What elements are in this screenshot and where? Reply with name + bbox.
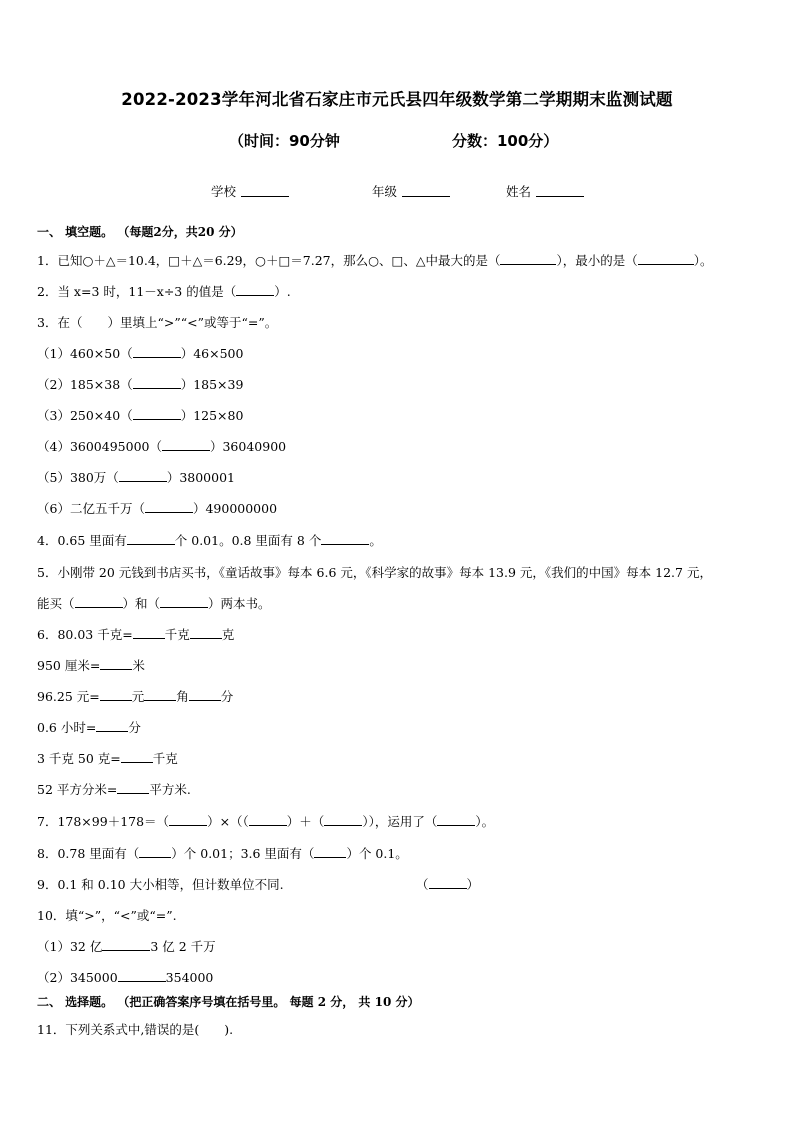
q2-blank (236, 283, 274, 296)
q7-blank-4 (437, 813, 475, 826)
question-10-item-1 (37, 937, 216, 955)
q1-text-a: 1．已知○＋△＝10.4，□＋△＝6.29，○＋□＝7.27，那么○、□、△中最大的是（ (37, 253, 501, 268)
q6-1-b: 千克 (164, 627, 190, 642)
q4-text-b: 个 0.01。0.8 里面有 8 个 (174, 533, 322, 548)
q6-2-b: 米 (132, 658, 145, 673)
section-2-title: 二、 选择题。 (37, 995, 114, 1009)
question-1 (37, 251, 712, 269)
q6-5-a: 3 千克 50 克= (37, 751, 121, 766)
q6-3-b: 元 (131, 689, 145, 704)
q9-blank (429, 876, 467, 889)
q2-text-b: ）. (274, 284, 291, 299)
q6-3-d: 分 (220, 689, 234, 704)
q6-2-blank (100, 657, 132, 670)
school-blank (241, 196, 289, 197)
q4-text-c: 。 (369, 533, 382, 548)
q8-text-b: ）个 0.01；3.6 里面有（ (171, 846, 315, 861)
q5-text-c: ）两本书。 (208, 596, 271, 611)
q5-blank-1 (75, 595, 123, 608)
question-3-item-3 (37, 406, 243, 424)
question-6-line-1 (37, 625, 234, 643)
q3-2-blank (133, 376, 181, 389)
q3-1-left: （1）460×50（ (37, 346, 133, 361)
name-blank (536, 196, 584, 197)
question-10-stem: 10．填“>”，“<”或“=”. (37, 908, 177, 923)
q10-2-b: 354000 (165, 970, 214, 985)
q7-blank-3 (324, 813, 362, 826)
q10-2-a: （2）345000 (37, 970, 118, 985)
q4-blank-1 (127, 532, 175, 545)
q6-1-blank-1 (133, 626, 165, 639)
question-8 (37, 844, 408, 862)
q6-6-a: 52 平方分米= (37, 782, 118, 797)
q8-text-a: 8．0.78 里面有（ (37, 846, 140, 861)
q9-paren-right: ） (466, 877, 480, 892)
q6-1-a: 6．80.03 千克= (37, 627, 133, 642)
q3-3-left: （3）250×40（ (37, 408, 133, 423)
question-6-line-3 (37, 687, 233, 705)
q8-text-c: ）个 0.1。 (346, 846, 408, 861)
page-title: 2022-2023学年河北省石家庄市元氏县四年级数学第二学期期末监测试题 (121, 90, 673, 109)
q10-2-blank (118, 969, 166, 982)
q7-blank-2 (249, 813, 287, 826)
name-label: 姓名 (506, 184, 532, 199)
q6-3-blank-1 (100, 688, 132, 701)
q3-4-blank (162, 438, 210, 451)
q8-blank-1 (139, 845, 171, 858)
question-11: 11．下列关系式中,错误的是( ). (37, 1022, 234, 1037)
q6-1-c: 克 (221, 627, 235, 642)
question-2 (37, 282, 291, 300)
q6-4-blank (96, 719, 128, 732)
question-3-item-1 (37, 344, 243, 362)
q3-2-left: （2）185×38（ (37, 377, 133, 392)
q1-text-b: ），最小的是（ (556, 253, 638, 268)
q5-text-b: ）和（ (122, 596, 161, 611)
question-9: 9．0.1 和 0.10 大小相等，但计数单位不同. (37, 877, 284, 892)
section-1-heading (37, 223, 243, 240)
q3-1-blank (133, 345, 181, 358)
grade-blank (402, 196, 450, 197)
question-6-line-2 (37, 656, 145, 674)
q3-6-blank (145, 500, 193, 513)
q7-text-b: ）×（（ (207, 814, 249, 829)
question-3-item-2 (37, 375, 243, 393)
question-3-item-4 (37, 437, 286, 455)
question-3-stem: 3．在（ ）里填上“>”“<”或等于“=”。 (37, 315, 278, 330)
q8-blank-2 (314, 845, 346, 858)
q6-3-blank-2 (144, 688, 176, 701)
question-3-item-5 (37, 468, 235, 486)
question-9-answer-paren (416, 875, 479, 893)
q7-text-c: ）＋（ (286, 814, 325, 829)
q10-1-blank (102, 938, 150, 951)
q7-text-d: ）），运用了（ (362, 814, 438, 829)
question-10-item-2 (37, 968, 213, 986)
q6-4-a: 0.6 小时= (37, 720, 97, 735)
section-2-heading (37, 993, 420, 1010)
q6-6-b: 平方米. (149, 782, 191, 797)
exam-time: （时间：90分钟 (229, 132, 340, 150)
q3-4-left: （4）3600495000（ (37, 439, 162, 454)
exam-score: 分数：100分） (452, 132, 559, 150)
q7-blank-1 (169, 813, 207, 826)
section-2-desc: （把正确答案序号填在括号里。 每题 2 分， 共 10 分） (117, 995, 420, 1009)
q6-3-c: 角 (176, 689, 189, 704)
q4-text-a: 4．0.65 里面有 (37, 533, 127, 548)
question-3-item-6 (37, 499, 277, 517)
q6-5-blank (121, 750, 153, 763)
q3-5-left: （5）380万（ (37, 470, 119, 485)
question-6-line-5 (37, 749, 178, 767)
question-4 (37, 531, 382, 549)
q6-3-a: 96.25 元= (37, 689, 100, 704)
q6-2-a: 950 厘米= (37, 658, 101, 673)
q7-text-e: ）。 (475, 814, 495, 829)
q7-text-a: 7．178×99＋178＝（ (37, 814, 170, 829)
question-5-line-2 (37, 594, 271, 612)
section-1-title: 一、 填空题。 (37, 225, 114, 239)
q2-text-a: 2．当 x=3 时，11－x÷3 的值是（ (37, 284, 237, 299)
q3-1-right: ）46×500 (180, 346, 244, 361)
q3-6-right: ）490000000 (192, 501, 278, 516)
q6-6-blank (117, 781, 149, 794)
q3-4-right: ）36040900 (209, 439, 287, 454)
q3-3-blank (133, 407, 181, 420)
question-6-line-6 (37, 780, 191, 798)
q1-blank-2 (638, 252, 694, 265)
q6-3-blank-3 (189, 688, 221, 701)
q3-3-right: ）125×80 (180, 408, 244, 423)
grade-label: 年级 (372, 184, 398, 199)
question-6-line-4 (37, 718, 141, 736)
q5-text-a: 能买（ (37, 596, 75, 611)
question-5-line-1: 5．小刚带 20 元钱到书店买书，《童话故事》每本 6.6 元，《科学家的故事》每本 13.9 元，《我们的中国》每本 12.7 元， (37, 565, 712, 580)
q6-1-blank-2 (190, 626, 222, 639)
q4-blank-2 (321, 532, 369, 545)
school-label: 学校 (211, 184, 237, 199)
question-7 (37, 812, 494, 830)
q10-1-b: 3 亿 2 千万 (150, 939, 216, 954)
q1-text-c: ）。 (693, 253, 713, 268)
q9-paren-left: （ (416, 877, 429, 892)
q3-6-left: （6）二亿五千万（ (37, 501, 145, 516)
q3-5-right: ）3800001 (166, 470, 235, 485)
section-1-desc: （每题2分，共20 分） (117, 225, 243, 239)
q6-5-b: 千克 (152, 751, 178, 766)
q10-1-a: （1）32 亿 (37, 939, 103, 954)
q3-5-blank (119, 469, 167, 482)
q1-blank-1 (500, 252, 556, 265)
q5-blank-2 (160, 595, 208, 608)
q3-2-right: ）185×39 (180, 377, 244, 392)
q6-4-b: 分 (128, 720, 141, 735)
